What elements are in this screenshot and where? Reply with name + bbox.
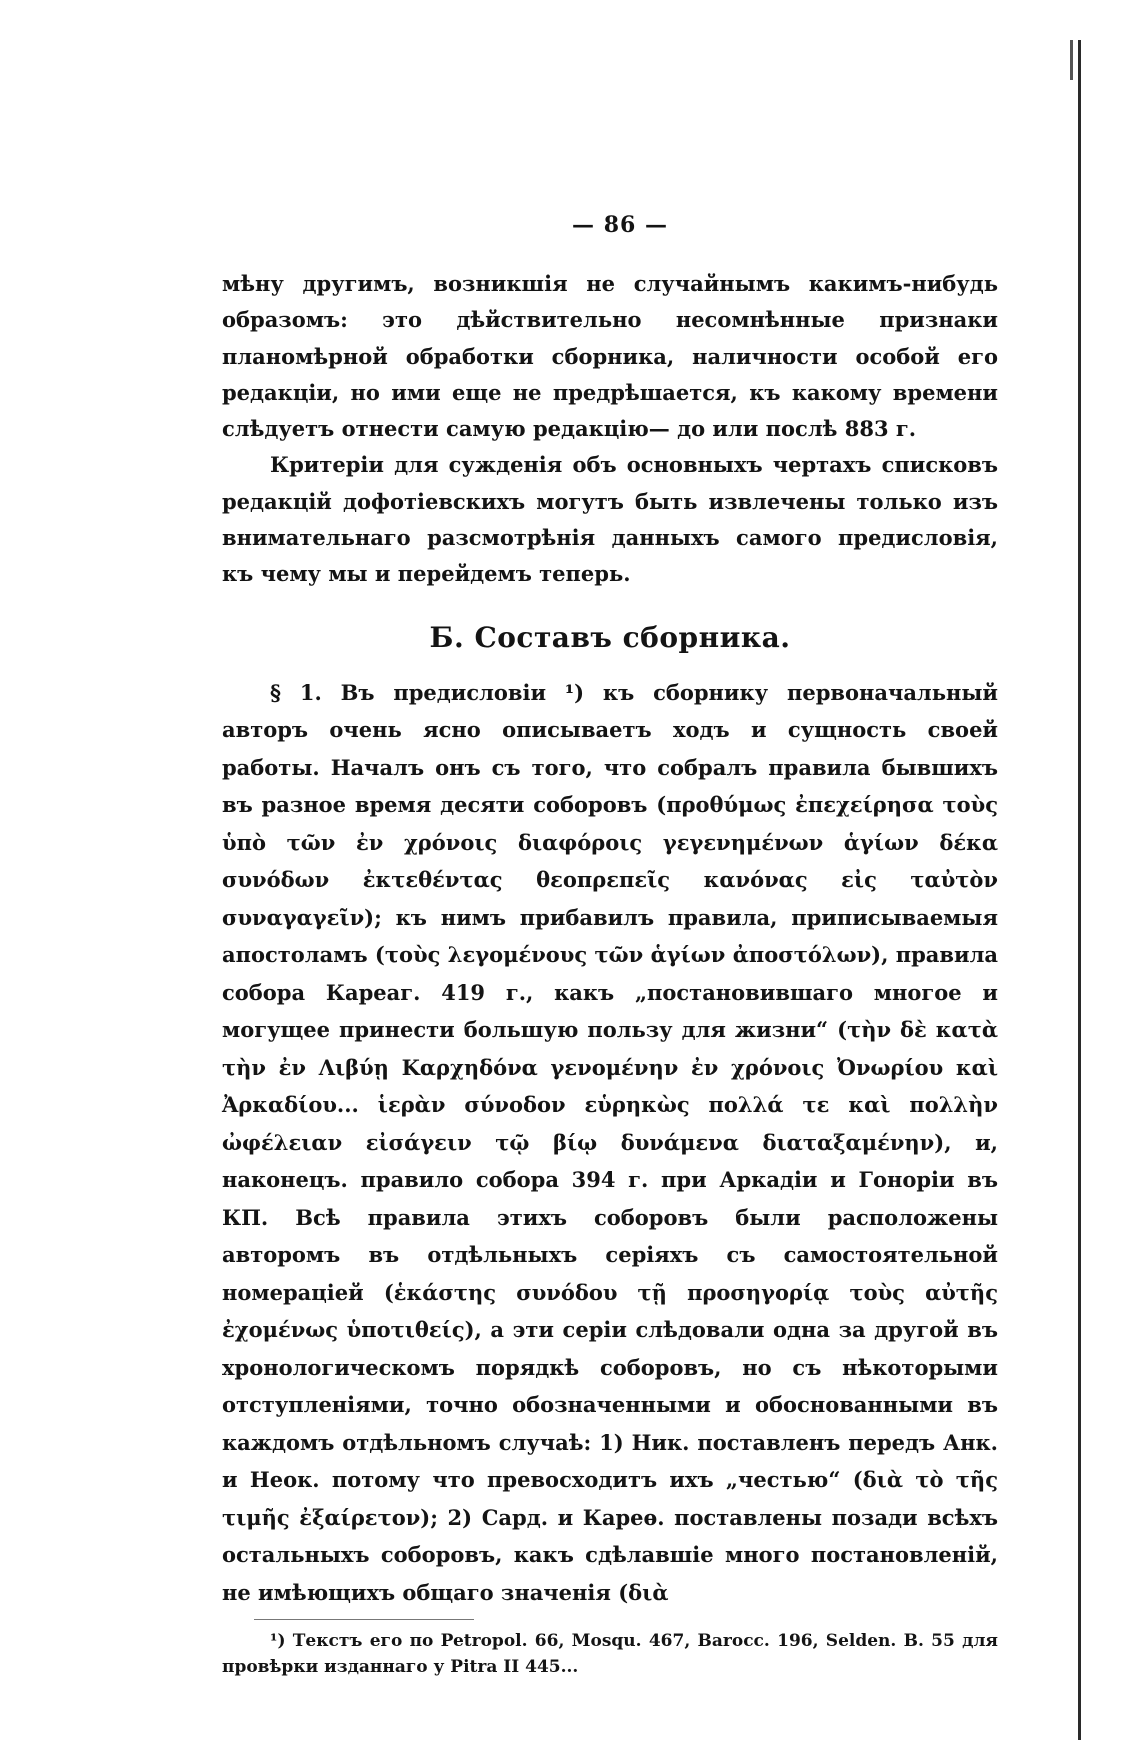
footnote-divider: [254, 1619, 474, 1620]
footnote: ¹) Текстъ его по Petropol. 66, Mosqu. 467, Barocc. 196, Selden. B. 55 для провѣрки изданнаго у Pitra II 445...: [222, 1631, 998, 1678]
page-number: — 86 —: [572, 212, 668, 238]
paragraph-criteria: Критеріи для сужденія объ основныхъ чертахъ списковъ редакцій дофотіевскихъ могутъ быть извлечены только изъ внимательнаго разсмотрѣнія данныхъ самого предисловія, къ чему мы и перейдемъ теперь.: [222, 452, 998, 587]
section-heading: Б. Составъ сборника.: [429, 620, 791, 654]
paragraph-continuation: мѣну другимъ, возникшія не случайнымъ какимъ-нибудь образомъ: это дѣйствительно несомнѣнные признаки планомѣрной обработки сборника, наличности особой его редакціи, но ими еще не предрѣшается, къ какому времени слѣдуетъ отнести самую редакцію— до или послѣ 883 г.: [222, 271, 998, 442]
scan-border-mark: [1070, 40, 1073, 80]
scan-border-line: [1078, 40, 1081, 1740]
paragraph-section-1: § 1. Въ предисловіи ¹) къ сборнику первоначальный авторъ очень ясно описываетъ ходъ и сущность своей работы. Началъ онъ съ того, что собралъ правила бывшихъ въ разное время десяти соборовъ (προθύμως ἐπεχείρησα τοὺς ὑπὸ τῶν ἐν χρόνοις διαφόροις γεγενημένων ἁγίων δέκα συνόδων ἐκτεθέντας θεοπρεπεῖς κανόνας εἰς ταὐτὸν συναγαγεῖν); къ нимъ прибавилъ правила, приписываемыя апостоламъ (τοὺς λεγομένους τῶν ἁγίων ἀποστόλων), правила собора Кареаг. 419 г., какъ „постановившаго многое и могущее принести большую пользу для жизни“ (τὴν δὲ κατὰ τὴν ἐν Λιβύῃ Καρχηδόνα γενομένην ἐν χρόνοις Ὀνωρίου καὶ Ἀρκαδίου... ἱερὰν σύνοδον εὑρηκὼς πολλά τε καὶ πολλὴν ὠφέλειαν εἰσάγειν τῷ βίῳ δυνάμενα διαταξαμένην), и, наконецъ. правило собора 394 г. при Аркадіи и Гоноріи въ КП. Всѣ правила этихъ соборовъ были расположены авторомъ въ отдѣльныхъ серіяхъ съ самостоятельной номераціей (ἑκάστης συνόδου τῇ προσηγορίᾳ τοὺς αὐτῆς ἐχομένως ὑποτιθείς), а эти серіи слѣдовали одна за другой въ хронологическомъ порядкѣ соборовъ, но съ нѣкоторыми отступленіями, точно обозначенными и обоснованными въ каждомъ отдѣльномъ случаѣ: 1) Ник. поставленъ передъ Анк. и Неок. потому что превосходитъ ихъ „честью“ (διὰ τὸ τῆς τιμῆς ἐξαίρετον); 2) Сард. и Кареѳ. поставлены позади всѣхъ остальныхъ соборовъ, какъ сдѣлавшіе много постановленій, не имѣющихъ общаго значенія (διὰ: [222, 679, 998, 1605]
book-page: [222, 212, 998, 1680]
